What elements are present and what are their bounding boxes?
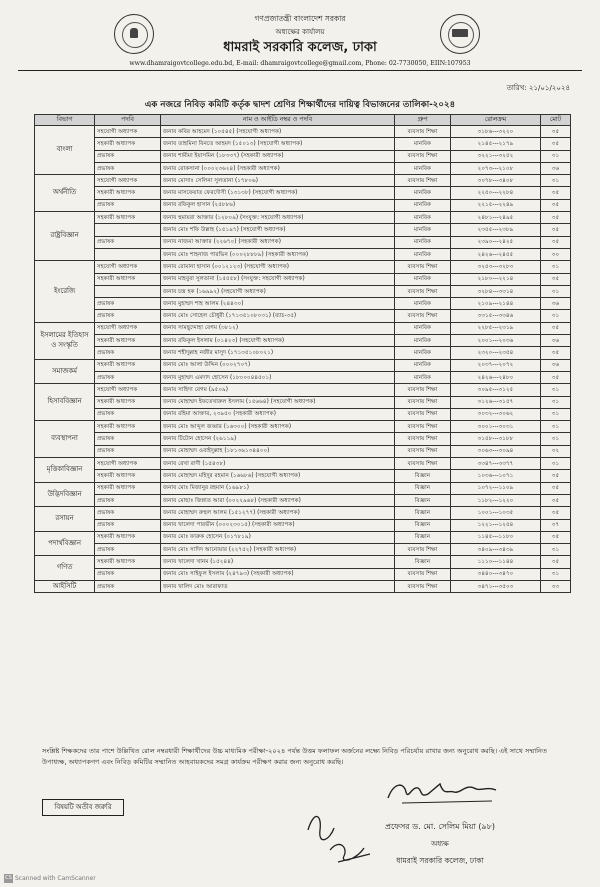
table-row (35, 568, 571, 580)
group-cell: মানবিক (395, 322, 451, 334)
column-header: নাম ও আইডি নম্বর ও পদবি (161, 115, 395, 126)
teacher-name-cell: জনাব মুহাম্মদ শাহ আলম (২৪৪৩০) (161, 298, 395, 310)
teacher-name-cell: জনাব মোহাম্মদ রুহুল আলম (১৫১২৭৭) (সহকারী অধ্যাপক) (161, 507, 395, 519)
group-cell: মানবিক (395, 248, 451, 260)
table-row (35, 482, 571, 494)
group-cell: ব্যবসায় শিক্ষা (395, 568, 451, 580)
post-cell: প্রভাষক (95, 544, 161, 556)
post-cell: প্রভাষক (95, 519, 161, 531)
group-cell: ব্যবসায় শিক্ষা (395, 150, 451, 162)
roll-range-cell: ২৩৯০---২৪২৫ (451, 236, 541, 248)
roll-range-cell: ৩২২১---৩২৫২ (451, 150, 541, 162)
total-cell: ৩১ (541, 261, 571, 273)
table-row (35, 138, 571, 150)
table-row (35, 322, 571, 334)
group-cell: বিজ্ঞান (395, 556, 451, 568)
teacher-name-cell: জনাব মোছাঃ জিন্নাত আরা (০০২২৯৬৮) (সহকারী অধ্যাপক) (161, 494, 395, 506)
group-cell: মানবিক (395, 138, 451, 150)
teacher-name-cell: জনাব খালিদ মোঃ আরাফাত (161, 580, 395, 592)
department-cell: সমাজকর্ম (35, 359, 95, 384)
post-cell: প্রভাষক (95, 580, 161, 592)
post-cell: প্রভাষক (95, 433, 161, 445)
department-cell: পদার্থবিজ্ঞান (35, 531, 95, 556)
roll-range-cell: ৩০৬৩---৩০৯৪ (451, 445, 541, 457)
post-cell: প্রভাষক (95, 494, 161, 506)
header-office: অধ্যক্ষের কার্যালয় (275, 28, 325, 36)
table-row (35, 126, 571, 138)
table-row (35, 335, 571, 347)
department-cell: ইংরেজি (35, 261, 95, 322)
scanner-label: Scanned with CamScanner (15, 875, 96, 882)
teacher-name-cell: জনাব রেখা রাণী (১৫৪৩৮) (161, 458, 395, 470)
teacher-name-cell: জনাব রহিমা আক্তার, ২৩৯৫০ (সহকারী অধ্যাপক) (161, 408, 395, 420)
header-contact: www.dhamraigovtcollege.edu.bd, E-mail: dhamraigovtcollege@gmail.com, Phone: 02-7730050, EIIN:107953 (129, 60, 471, 67)
table-row (35, 298, 571, 310)
total-cell: ৩৫ (541, 371, 571, 383)
teacher-name-cell: জনাব মাহবুবা সুলতানা (১৫৫৫৮) (সংযুক্ত: সহযোগী অধ্যাপক) (161, 273, 395, 285)
roll-range-cell: ১০৭২---১১০৯ (451, 482, 541, 494)
teacher-name-cell: জনাব মোঃ সাইফুল ইসলাম (২৪৭৯৩) (সহকারী অধ্যাপক) (161, 568, 395, 580)
department-cell: ইসলামের ইতিহাস ও সংস্কৃতি (35, 322, 95, 359)
teacher-name-cell: জনাব মোঃ আলা উদ্দিন (০০০২৭০৭) (161, 359, 395, 371)
post-cell: সহযোগী অধ্যাপক (95, 175, 161, 187)
roll-range-cell: ৩৪০৯---৩৪৩৯ (451, 544, 541, 556)
roll-range-cell: ৩০০১---৩০৩১ (451, 421, 541, 433)
group-cell: মানবিক (395, 298, 451, 310)
department-cell: উদ্ভিদবিজ্ঞান (35, 482, 95, 507)
group-cell: বিজ্ঞান (395, 507, 451, 519)
total-cell: ৩১ (541, 458, 571, 470)
total-cell: ৩৫ (541, 494, 571, 506)
total-cell: ৩১ (541, 408, 571, 420)
total-cell: ৩১ (541, 568, 571, 580)
teacher-name-cell: জনাব মোসাঃ সেলিনা সুলতানা (১৭৮০৬) (161, 175, 395, 187)
header-govt: গণপ্রজাতন্ত্রী বাংলাদেশ সরকার (254, 14, 346, 23)
table-row (35, 421, 571, 433)
group-cell: বিজ্ঞান (395, 531, 451, 543)
group-cell: মানবিক (395, 199, 451, 211)
signature-icon (382, 776, 502, 808)
group-cell: বিজ্ঞান (395, 494, 451, 506)
roll-range-cell: ৩৪৭১---৩৫০৩ (451, 580, 541, 592)
table-row (35, 544, 571, 556)
total-cell: ৩৫ (541, 531, 571, 543)
teacher-name-cell: জনাব মোহাম্মদ ওবাইদুল্লাহ (১৮১৩৬১৩৪৪০০) (161, 445, 395, 457)
department-cell: বাংলা (35, 126, 95, 175)
table-row (35, 212, 571, 224)
roll-range-cell: ২৪২৬---২৪৮০ (451, 371, 541, 383)
table-row (35, 556, 571, 568)
table-row (35, 261, 571, 273)
group-cell: মানবিক (395, 212, 451, 224)
total-cell: ৩৫ (541, 126, 571, 138)
table-row (35, 175, 571, 187)
teacher-name-cell: জনাব খালেদা পারভীন (০০০২৩০১৫) (সহকারী অধ্যাপক) (161, 519, 395, 531)
teacher-name-cell: জনাব রোকসানা (০০০২৩৬২৪) (সহকারী অধ্যাপক) (161, 162, 395, 174)
roll-range-cell: ২৩৫৫---২৩৮৯ (451, 224, 541, 236)
teacher-name-cell: জনাব শামীমা ইয়াসমিন (১৮৩৩৭) (সহকারী অধ্যাপক) (161, 150, 395, 162)
roll-range-cell: ২৩২০---২৩৫৪ (451, 347, 541, 359)
group-cell: ব্যবসায় শিক্ষা (395, 126, 451, 138)
post-cell: সহকারী অধ্যাপক (95, 531, 161, 543)
department-cell: ব্যবস্থাপনা (35, 421, 95, 458)
total-cell: ৩৫ (541, 347, 571, 359)
group-cell: ব্যবসায় শিক্ষা (395, 285, 451, 297)
table-row (35, 458, 571, 470)
post-cell: প্রভাষক (95, 371, 161, 383)
group-cell: ব্যবসায় শিক্ষা (395, 421, 451, 433)
total-cell: ৩৫ (541, 556, 571, 568)
table-row (35, 445, 571, 457)
group-cell: মানবিক (395, 335, 451, 347)
teacher-name-cell: জনাব সাহিদা বেগম (৯৫০৯) (161, 384, 395, 396)
total-cell: ৩১ (541, 384, 571, 396)
roll-range-cell: ৩০৯৫---৩১২৫ (451, 384, 541, 396)
department-cell: হিসাববিজ্ঞান (35, 384, 95, 421)
roll-range-cell: ৩১২৬---৩১৫৭ (451, 396, 541, 408)
roll-range-cell: ২৪২৬---২৪৫৫ (451, 248, 541, 260)
column-header: বিভাগ (35, 115, 95, 126)
total-cell: ৩১ (541, 285, 571, 297)
post-cell: সহকারী অধ্যাপক (95, 359, 161, 371)
post-cell: সহকারী অধ্যাপক (95, 556, 161, 568)
group-cell: ব্যবসায় শিক্ষা (395, 544, 451, 556)
post-cell: প্রভাষক (95, 568, 161, 580)
total-cell: ৩৫ (541, 236, 571, 248)
group-cell: মানবিক (395, 224, 451, 236)
assignment-table (34, 114, 571, 593)
post-cell: প্রভাষক (95, 199, 161, 211)
group-cell: মানবিক (395, 359, 451, 371)
post-cell (95, 285, 161, 297)
department-cell: আইসিটি (35, 580, 95, 592)
teacher-name-cell: জনাব মোহাম্মদ মহিদুর রহমান (১৬৬৮৬) (সহযোগী অধ্যাপক) (161, 470, 395, 482)
roll-range-cell: ২৪৮১---২৪৯৫ (451, 212, 541, 224)
group-cell: ব্যবসায় শিক্ষা (395, 458, 451, 470)
column-header: পদবি (95, 115, 161, 126)
department-cell: অর্থনীতি (35, 175, 95, 212)
department-cell: গণিত (35, 556, 95, 581)
roll-range-cell: ১০০১---১০৩৫ (451, 507, 541, 519)
roll-range-cell: ৩৩৪৭---৩৩৭৭ (451, 458, 541, 470)
total-cell: ৩১ (541, 175, 571, 187)
teacher-name-cell: জনাব মোঃ শাহনাজ পারভিন (০০০২৮৮৮৯) (সহকারী অধ্যাপক) (161, 248, 395, 260)
column-header: রোলক্রম (451, 115, 541, 126)
roll-range-cell: ২১৪৫---২১৭৯ (451, 138, 541, 150)
post-cell: সহযোগী অধ্যাপক (95, 384, 161, 396)
roll-range-cell: ৩০৭৮---৩৪০৮ (451, 175, 541, 187)
roll-range-cell: ৩৩১৫---৩৩৪৬ (451, 310, 541, 322)
department-cell: রসায়ন (35, 507, 95, 532)
group-cell: মানবিক (395, 371, 451, 383)
roll-range-cell: ১১১০---১১৪৪ (451, 556, 541, 568)
total-cell: ৩২ (541, 445, 571, 457)
teacher-name-cell: জনাব নাজমা আক্তার (২২৬৭০) (সহকারী অধ্যাপক) (161, 236, 395, 248)
urgent-box: বিষয়টি অতীব জরুরি (42, 799, 124, 816)
teacher-name-cell: জনাব মুহাম্মদ এমদাদ হোসেন (১৮০০০৪৪৫০১) (161, 371, 395, 383)
total-cell: ৩৫ (541, 199, 571, 211)
roll-range-cell: ১২২১---১২৫৪ (451, 519, 541, 531)
post-cell: সহযোগী অধ্যাপক (95, 126, 161, 138)
roll-range-cell: ২২৮৫---২৩১৯ (451, 322, 541, 334)
total-cell: ৩৫ (541, 507, 571, 519)
header-divider (18, 70, 582, 71)
group-cell: ব্যবসায় শিক্ষা (395, 396, 451, 408)
table-row (35, 347, 571, 359)
post-cell: প্রভাষক (95, 408, 161, 420)
post-cell: সহকারী অধ্যাপক (95, 396, 161, 408)
total-cell: ৩৬ (541, 298, 571, 310)
group-cell: ব্যবসায় শিক্ষা (395, 445, 451, 457)
roll-range-cell: ৩২৮৪---৩৩১৪ (451, 285, 541, 297)
group-cell: ব্যবসায় শিক্ষা (395, 384, 451, 396)
roll-range-cell: ২২৫০---২২৮৪ (451, 187, 541, 199)
group-cell: বিজ্ঞান (395, 470, 451, 482)
table-row (35, 162, 571, 174)
table-row (35, 273, 571, 285)
teacher-name-cell: জনাব হুমায়রা আক্তার (১২৮০৯) (সংযুক্ত: সহযোগী অধ্যাপক) (161, 212, 395, 224)
total-cell: ৩৬ (541, 359, 571, 371)
group-cell: ব্যবসায় শিক্ষা (395, 433, 451, 445)
teacher-name-cell: জনাব মোহাম্মদ ইফতেখারুল ইসলাম (১৫৬৬৪) (সহযোগী অধ্যাপক) (161, 396, 395, 408)
total-cell: ৩৫ (541, 224, 571, 236)
total-cell: ৩৫ (541, 273, 571, 285)
teacher-name-cell: জনাব মোঃ মিজানুর রহমান (১৬৯৮১) (161, 482, 395, 494)
post-cell: সহকারী অধ্যাপক (95, 138, 161, 150)
total-cell: ৩১ (541, 310, 571, 322)
document-date: তারিখ: ২১/০১/২০২৪ (506, 84, 570, 92)
column-header: গ্রুপ (395, 115, 451, 126)
total-cell: ৩৫ (541, 470, 571, 482)
group-cell: ব্যবসায় শিক্ষা (395, 580, 451, 592)
group-cell: মানবিক (395, 273, 451, 285)
total-cell: ৩১ (541, 433, 571, 445)
total-cell: ৩৫ (541, 482, 571, 494)
post-cell: সহকারী অধ্যাপক (95, 187, 161, 199)
group-cell: বিজ্ঞান (395, 482, 451, 494)
table-row (35, 310, 571, 322)
teacher-name-cell: জনাব মাসফেয়াত ফেরদৌসী (১৩১৩৮) (সহযোগী অধ্যাপক) (161, 187, 395, 199)
post-cell: প্রভাষক (95, 162, 161, 174)
teacher-name-cell: জনাব মোঃ সোহেল চৌধুরী (১৭১৩৫১০৮০৩১) (ব্যাচ-৩৫) (161, 310, 395, 322)
teacher-name-cell: জনাব মোঃ ফারুক হোসেন (০১৭৮১৯) (161, 531, 395, 543)
group-cell: মানবিক (395, 187, 451, 199)
roll-range-cell: ২০০১---২০৩৬ (451, 335, 541, 347)
group-cell: ব্যবসায় শিক্ষা (395, 175, 451, 187)
table-row (35, 507, 571, 519)
teacher-name-cell: জনাব রোমানা হাসান (০০১২১২৩) (সহযোগী অধ্যাপক) (161, 261, 395, 273)
post-cell: প্রভাষক (95, 347, 161, 359)
post-cell: প্রভাষক (95, 445, 161, 457)
group-cell: ব্যবসায় শিক্ষা (395, 261, 451, 273)
table-row (35, 199, 571, 211)
teacher-name-cell: জনাব রফিকুল ইসলাম (০১৪২৩) (সহযোগী অধ্যাপক) (161, 335, 395, 347)
roll-range-cell: ৩০৩২---৩০৬২ (451, 408, 541, 420)
table-row (35, 396, 571, 408)
total-cell: ৩৬ (541, 335, 571, 347)
total-cell: ৩১ (541, 396, 571, 408)
header-college-title: ধামরাই সরকারি কলেজ, ঢাকা (223, 40, 377, 55)
table-row (35, 494, 571, 506)
table-row (35, 531, 571, 543)
post-cell: সহকারী অধ্যাপক (95, 482, 161, 494)
total-cell: ৩৩ (541, 580, 571, 592)
document-subtitle: এক নজরে নিবিড় কমিটি কর্তৃক দ্বাদশ শ্রেণির শিক্ষার্থীদের দায়িত্ব বিভাজনের তালিকা-২০২৪ (144, 100, 456, 110)
group-cell: ব্যবসায় শিক্ষা (395, 408, 451, 420)
table-row (35, 580, 571, 592)
roll-range-cell: ৩৪৪০---৩৪৭০ (451, 568, 541, 580)
table-row (35, 359, 571, 371)
post-cell: প্রভাষক (95, 150, 161, 162)
teacher-name-cell: জনাব কবির আহমেদ (১০৫৪৫) (সহযোগী অধ্যাপক) (161, 126, 395, 138)
table-row (35, 470, 571, 482)
table-row (35, 408, 571, 420)
table-row (35, 224, 571, 236)
roll-range-cell: ২০৩৭---২০৭২ (451, 359, 541, 371)
group-cell: ব্যবসায় শিক্ষা (395, 310, 451, 322)
roll-range-cell: ২২১৫---২২৪৯ (451, 199, 541, 211)
post-cell: সহযোগী অধ্যাপক (95, 261, 161, 273)
post-cell: সহকারী অধ্যাপক (95, 273, 161, 285)
signatory-college: ধামরাই সরকারি কলেজ, ঢাকা (396, 856, 484, 865)
table-row (35, 433, 571, 445)
post-cell: সহযোগী অধ্যাপক (95, 458, 161, 470)
roll-range-cell: ২১০৯---২১৪৪ (451, 298, 541, 310)
teacher-name-cell: জনাব মোঃ আব্দুল জব্বার (১৬৩০০) (সহকারী অধ্যাপক) (161, 421, 395, 433)
teacher-name-cell: জনাব রফিকুল হাসান (২৫৮৮৬) (161, 199, 395, 211)
group-cell: মানবিক (395, 347, 451, 359)
teacher-name-cell: জনাব তাহমিনা বিনতে আহমদ (১৫০১৩) (সহযোগী অধ্যাপক) (161, 138, 395, 150)
table-row (35, 371, 571, 383)
total-cell: ৩৫ (541, 187, 571, 199)
teacher-name-cell: জনাব খালেদা খানম (১৫২৪৪) (161, 556, 395, 568)
total-cell: ৩৫ (541, 138, 571, 150)
total-cell: ৩০ (541, 248, 571, 260)
teacher-name-cell: জনাব চন্দ্র হক (১৬৯৯২) (সহযোগী অধ্যাপক) (161, 285, 395, 297)
table-row (35, 519, 571, 531)
table-header-row (35, 115, 571, 126)
camscanner-icon: CS (5, 875, 12, 881)
total-cell: ৩৫ (541, 212, 571, 224)
total-cell: ৩৫ (541, 322, 571, 334)
post-cell: প্রভাষক (95, 507, 161, 519)
total-cell: ৩১ (541, 150, 571, 162)
group-cell: মানবিক (395, 162, 451, 174)
teacher-name-cell: জনাব টিটোন হোসেন (২৬১১৯) (161, 433, 395, 445)
post-cell: প্রভাষক (95, 236, 161, 248)
teacher-name-cell: জনাব শহীদুল্লাহ নজীর মাসুদ (১৭১৩৫১০৮০২১) (161, 347, 395, 359)
instruction-note: সংশ্লিষ্ট শিক্ষকদের তার পাশে উল্লিখিত রোল নম্বরধারী শিক্ষার্থীদের উচ্চ মাধ্যমিক পরীক্ষা-২০২৪ পর্যন্ত উত্তম ফলাফল অর্জনের লক্ষ্যে নিবিড় পরিচর্যায় রাখার জন্য অনুরোধ করছি। এই সাথে সম্মানিত উপাধ্যক্ষ, অধ্যাপকগণ এবং নিবিড় কমিটির সম্মানিত আহবায়কদের সমগ্র কার্যক্রম পরীক্ষণ করার জন্য অনুরোধ করছি। (42, 747, 547, 766)
total-cell: ৩১ (541, 421, 571, 433)
roll-range-cell: ২০৭৩---২১০৮ (451, 162, 541, 174)
roll-range-cell: ১১৮২---১২২০ (451, 494, 541, 506)
roll-range-cell: ১১৪৫---১১৮০ (451, 531, 541, 543)
teacher-name-cell: জনাব মোঃ সাদিদ আনোয়ার (২২৭৫২) (সহকারী অধ্যাপক) (161, 544, 395, 556)
post-cell: সহকারী অধ্যাপক (95, 470, 161, 482)
roll-range-cell: ৩২৫৩---৩২৮৩ (451, 261, 541, 273)
roll-range-cell: ৩১৮৬---৩২২০ (451, 126, 541, 138)
roll-range-cell: ২১৮০---২২১৪ (451, 273, 541, 285)
group-cell: বিজ্ঞান (395, 519, 451, 531)
table-row (35, 248, 571, 260)
total-cell: ৩৭ (541, 519, 571, 531)
total-cell: ৩১ (541, 544, 571, 556)
signatory-designation: অধ্যক্ষ (431, 840, 449, 848)
post-cell (95, 248, 161, 260)
scanner-watermark (4, 874, 96, 883)
table-row (35, 150, 571, 162)
signatory-name: প্রফেসর ড. মো. সেলিম মিয়া (৯৮) (384, 822, 496, 831)
roll-range-cell: ৩১৫৮---৩১৮৮ (451, 433, 541, 445)
teacher-name-cell: জনাব মোঃ শফি উল্লাহ (১৫১৯৭) (সহযোগী অধ্যাপক) (161, 224, 395, 236)
post-cell: প্রভাষক (95, 298, 161, 310)
roll-range-cell: ১০৩৬---১০৭১ (451, 470, 541, 482)
post-cell: সহকারী অধ্যাপক (95, 421, 161, 433)
column-header: মোট (541, 115, 571, 126)
table-row (35, 384, 571, 396)
table-row (35, 236, 571, 248)
table-row (35, 285, 571, 297)
department-cell: মৃত্তিকাবিজ্ঞান (35, 458, 95, 483)
post-cell (95, 224, 161, 236)
post-cell: প্রভাষক (95, 310, 161, 322)
post-cell: সহযোগী অধ্যাপক (95, 322, 161, 334)
total-cell: ৩৬ (541, 162, 571, 174)
post-cell: সহকারী অধ্যাপক (95, 212, 161, 224)
department-cell: রাষ্ট্রবিজ্ঞান (35, 212, 95, 261)
table-row (35, 187, 571, 199)
post-cell: সহকারী অধ্যাপক (95, 335, 161, 347)
group-cell: মানবিক (395, 236, 451, 248)
teacher-name-cell: জনাব সামছুদ্দোহা বেগম (৩৮১২) (161, 322, 395, 334)
